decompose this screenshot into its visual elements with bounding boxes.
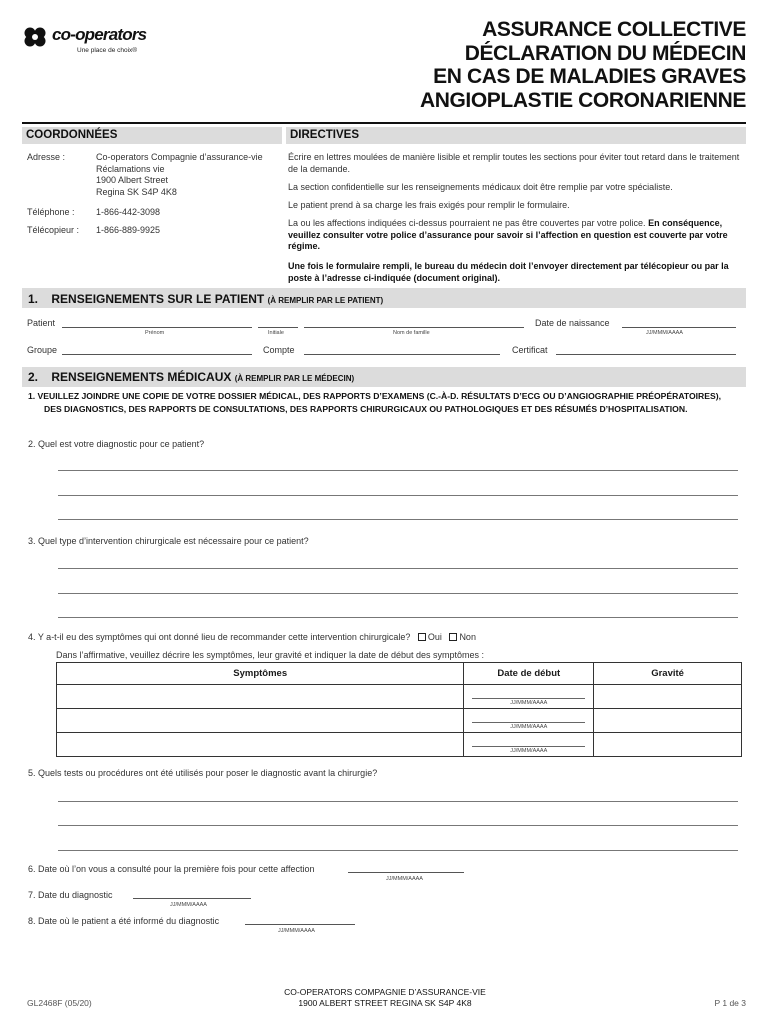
directive-3: Le patient prend à sa charge les frais exigés pour remplir le formulaire. xyxy=(288,200,570,210)
title-line-3: EN CAS DE MALADIES GRAVES xyxy=(433,65,746,88)
adresse-line-4: Regina SK S4P 4K8 xyxy=(96,186,177,197)
directive-1: Écrire en lettres moulées de manière lisible et remplir toutes les sections pour éviter tout retard dans le traitement de la demande. xyxy=(288,152,740,174)
q2-answer-line-2[interactable] xyxy=(58,495,738,496)
section-1-number: 1. xyxy=(28,292,39,306)
question-3: 3. Quel type d’intervention chirurgicale est nécessaire pour ce patient? xyxy=(28,536,309,546)
question-1: 1. VEUILLEZ JOINDRE UNE COPIE DE VOTRE DOSSIER MÉDICAL, DES RAPPORTS D’EXAMENS (C.-À-D. RÉSULTATS D’ECG OU D’ANGIOGRAPHIE PRÉOPÉRATOIRES), DES DIAGNOSTICS, DES RAPPORTS DE CONSULTATIONS, DES RAPPORTS CHIRURGICAUX OU PATHOLOGIQUES ET DES RÉSUMÉS D’HOSPITALISATION. xyxy=(28,391,721,414)
directive-4-text: La ou les affections indiquées ci-dessus pourraient ne pas être couvertes par votre police. xyxy=(288,218,646,228)
page-number: P 1 de 3 xyxy=(714,998,746,1008)
logo-wordmark: co-operators xyxy=(52,25,147,44)
certificat-field[interactable] xyxy=(556,354,736,355)
question-2: 2. Quel est votre diagnostic pour ce patient? xyxy=(28,439,205,449)
question-6: 6. Date où l’on vous a consulté pour la première fois pour cette affection xyxy=(28,864,315,874)
section-1-heading xyxy=(28,292,383,306)
date-format-caption: JJ/MMM/AAAA xyxy=(510,700,548,706)
telecopieur-value: 1-866-889-9925 xyxy=(96,225,161,235)
company-logo xyxy=(22,20,172,60)
question-4-text: 4. Y a-t-il eu des symptômes qui ont donné lieu de recommander cette intervention chirurgicale? xyxy=(28,632,411,642)
q2-answer-line-3[interactable] xyxy=(58,519,738,520)
date-format-caption: JJ/MMM/AAAA xyxy=(510,748,548,754)
section-2-subtitle: (À REMPLIR PAR LE MÉDECIN) xyxy=(234,374,355,383)
q5-answer-line-1[interactable] xyxy=(58,801,738,802)
directive-4-bold: En conséquence, veuillez consulter votre police d’assurance pour savoir si l’affection en question est couverte par votre régime. xyxy=(288,218,728,251)
compte-field[interactable] xyxy=(304,354,500,355)
question-4 xyxy=(28,632,476,644)
symptoms-header-row xyxy=(57,663,742,685)
dob-field[interactable] xyxy=(622,327,736,328)
question-8: 8. Date où le patient a été informé du diagnostic xyxy=(28,916,220,926)
logo-tagline: Une place de choix® xyxy=(77,47,138,54)
adresse-line-1: Co-operators Compagnie d’assurance-vie xyxy=(96,152,263,162)
symptome-cell-2[interactable] xyxy=(57,709,464,733)
certificat-label: Certificat xyxy=(512,345,548,355)
adresse-label: Adresse : xyxy=(27,152,66,162)
table-row xyxy=(57,685,742,709)
groupe-label: Groupe xyxy=(27,345,58,355)
header-rule xyxy=(22,122,746,124)
prenom-caption: Prénom xyxy=(145,330,165,336)
symptome-cell-1[interactable] xyxy=(57,685,464,709)
initiale-field[interactable] xyxy=(258,327,298,328)
date-debut-cell-2[interactable] xyxy=(464,709,594,733)
non-label: Non xyxy=(459,632,476,642)
footer-company-line-2: 1900 ALBERT STREET REGINA SK S4P 4K8 xyxy=(298,998,472,1008)
q3-answer-line-1[interactable] xyxy=(58,568,738,569)
symptoms-table xyxy=(56,662,742,757)
footer-company xyxy=(200,987,570,1009)
question-5: 5. Quels tests ou procédures ont été utilisés pour poser le diagnostic avant la chirurgie? xyxy=(28,768,378,778)
question-7: 7. Date du diagnostic xyxy=(28,890,113,900)
footer-company-line-1: CO-OPERATORS COMPAGNIE D’ASSURANCE-VIE xyxy=(284,987,486,997)
table-row xyxy=(57,709,742,733)
telephone-label: Téléphone : xyxy=(27,207,75,217)
oui-label: Oui xyxy=(427,632,442,642)
date-format-caption: JJ/MMM/AAAA xyxy=(510,724,548,730)
gravite-cell-3[interactable] xyxy=(594,733,742,757)
gravite-header: Gravité xyxy=(594,663,742,685)
title-line-1: ASSURANCE COLLECTIVE xyxy=(482,18,746,41)
dob-label: Date de naissance xyxy=(535,318,610,328)
form-title xyxy=(420,18,746,112)
table-row xyxy=(57,733,742,757)
symptomes-header: Symptômes xyxy=(57,663,464,685)
q3-answer-line-3[interactable] xyxy=(58,617,738,618)
adresse-line-2: Réclamations vie xyxy=(96,163,165,174)
directive-5: Une fois le formulaire rempli, le bureau du médecin doit l’envoyer directement par télécopieur ou par la poste à l’adresse ci-indiquée (document original). xyxy=(288,261,729,283)
q8-date-field[interactable] xyxy=(245,924,355,925)
dob-caption: JJ/MMM/AAAA xyxy=(646,330,683,336)
q8-date-caption: JJ/MMM/AAAA xyxy=(278,928,315,934)
initiale-caption: Initiale xyxy=(268,330,284,336)
section-2-heading xyxy=(28,370,354,384)
q5-answer-line-2[interactable] xyxy=(58,825,738,826)
q7-date-field[interactable] xyxy=(133,898,251,899)
groupe-field[interactable] xyxy=(62,354,252,355)
compte-label: Compte xyxy=(263,345,295,355)
q6-date-field[interactable] xyxy=(348,872,464,873)
prenom-field[interactable] xyxy=(62,327,252,328)
title-line-4: ANGIOPLASTIE CORONARIENNE xyxy=(419,88,746,112)
directive-2: La section confidentielle sur les renseignements médicaux doit être remplie par votre spécialiste. xyxy=(288,182,673,192)
gravite-cell-2[interactable] xyxy=(594,709,742,733)
date-debut-cell-3[interactable] xyxy=(464,733,594,757)
nom-famille-caption: Nom de famille xyxy=(393,330,430,336)
form-code: GL2468F (05/20) xyxy=(27,998,92,1008)
adresse-line-3: 1900 Albert Street xyxy=(96,175,169,185)
coordonnees-heading: COORDONNÉES xyxy=(26,129,118,141)
gravite-cell-1[interactable] xyxy=(594,685,742,709)
question-4-detail: Dans l’affirmative, veuillez décrire les symptômes, leur gravité et indiquer la date de début des symptômes : xyxy=(56,650,485,660)
date-debut-header: Date de début xyxy=(464,663,594,685)
directive-4 xyxy=(288,218,740,253)
section-2-title: RENSEIGNEMENTS MÉDICAUX xyxy=(51,370,232,384)
q6-date-caption: JJ/MMM/AAAA xyxy=(386,876,423,882)
q7-date-caption: JJ/MMM/AAAA xyxy=(170,902,207,908)
non-checkbox[interactable] xyxy=(449,633,457,641)
adresse-value xyxy=(96,152,286,198)
telecopieur-label: Télécopieur : xyxy=(27,225,80,235)
logo-mark-icon xyxy=(22,26,48,48)
section-2-number: 2. xyxy=(28,370,39,384)
q5-answer-line-3[interactable] xyxy=(58,850,738,851)
patient-label: Patient xyxy=(27,318,56,328)
q2-answer-line-1[interactable] xyxy=(58,470,738,471)
title-line-2: DÉCLARATION DU MÉDECIN xyxy=(464,41,746,65)
directives-heading: DIRECTIVES xyxy=(290,129,360,141)
q3-answer-line-2[interactable] xyxy=(58,593,738,594)
oui-checkbox[interactable] xyxy=(418,633,426,641)
section-1-title: RENSEIGNEMENTS SUR LE PATIENT xyxy=(51,292,265,306)
nom-famille-field[interactable] xyxy=(304,327,524,328)
symptome-cell-3[interactable] xyxy=(57,733,464,757)
date-debut-cell-1[interactable] xyxy=(464,685,594,709)
telephone-value: 1-866-442-3098 xyxy=(96,207,161,217)
section-1-subtitle: (À REMPLIR PAR LE PATIENT) xyxy=(267,296,384,305)
